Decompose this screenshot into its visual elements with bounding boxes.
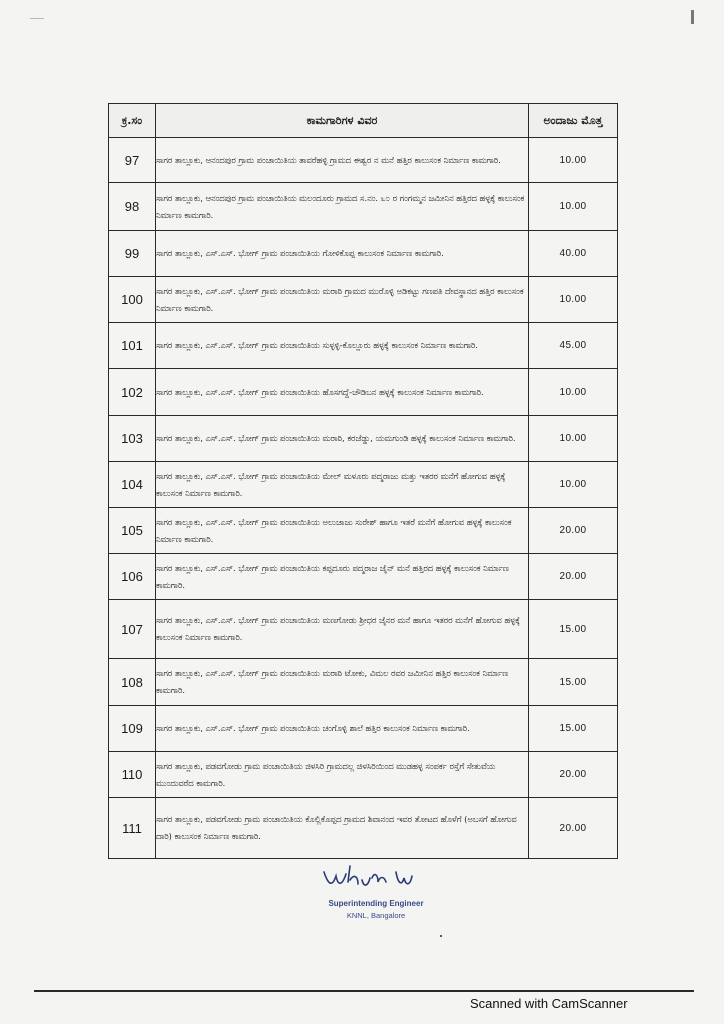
work-description: ಸಾಗರ ತಾಲ್ಲೂಕು, ಎಸ್.ಎಸ್. ಭೋಗ್ ಗ್ರಾಮ ಪಂಚಾಯಿತಿಯ ಅಲುಜಾಜು ಸುರೇಶ್ ಹಾಗೂ ಇತರೆ ಮನೆಗೆ ಹೋಗುವ ಹಳ್ಳಕ್ಕೆ ಕಾಲುಸಂಕ ನಿರ್ಮಾಣ ಕಾಮಗಾರಿ. (156, 508, 529, 554)
serial-header: ಕ್ರ.ಸಂ (109, 104, 156, 138)
amount-value: 10.00 (529, 416, 618, 462)
scanner-watermark: Scanned with CamScanner (470, 996, 628, 1011)
amount-value: 10.00 (529, 277, 618, 323)
table-row (109, 462, 618, 508)
table-row (109, 369, 618, 416)
table-row (109, 798, 618, 859)
work-description: ಸಾಗರ ತಾಲ್ಲೂಕು, ಪಡವಗೋಡು ಗ್ರಾಮ ಪಂಚಾಯಿತಿಯ ಕೊಲ್ಲಿಕೊಪ್ಪದ ಗ್ರಾಮದ ಶಿವಾನಂದ ಇವರ ತೋಟದ ಹೊಳೆಗೆ (ಅಬಸಗೆ ಹೋಗುವ ದಾರಿ) ಕಾಲುಸಂಕ ನಿರ್ಮಾಣ ಕಾಮಗಾರಿ. (156, 798, 529, 859)
amount-value: 15.00 (529, 706, 618, 752)
amount-value: 20.00 (529, 752, 618, 798)
serial-number: 103 (109, 416, 156, 462)
work-description: ಸಾಗರ ತಾಲ್ಲೂಕು, ಎಸ್.ಎಸ್. ಭೋಗ್ ಗ್ರಾಮ ಪಂಚಾಯಿತಿಯ ಗೋಳಿಕೊಪ್ಪ ಕಾಲುಸಂಕ ನಿರ್ಮಾಣ ಕಾಮಗಾರಿ. (156, 231, 529, 277)
serial-number: 109 (109, 706, 156, 752)
description-header: ಕಾಮಗಾರಿಗಳ ವಿವರ (156, 104, 529, 138)
work-description: ಸಾಗರ ತಾಲ್ಲೂಕು, ಎಸ್.ಎಸ್. ಭೋಗ್ ಗ್ರಾಮ ಪಂಚಾಯಿತಿಯ ಮರಾಠಿ ಗ್ರಾಮದ ಮುರೊಳ್ಳಿ ಅಡಿಕಟ್ಟು ಗಣಪತಿ ದೇವಸ್ಥಾನದ ಹತ್ತಿರ ಕಾಲುಸಂಕ ನಿರ್ಮಾಣ ಕಾಮಗಾರಿ. (156, 277, 529, 323)
serial-number: 97 (109, 138, 156, 183)
table-row (109, 659, 618, 706)
amount-value: 20.00 (529, 554, 618, 600)
table-row (109, 706, 618, 752)
amount-value: 10.00 (529, 183, 618, 231)
page-corner-mark (30, 18, 44, 19)
amount-value: 20.00 (529, 508, 618, 554)
work-description: ಸಾಗರ ತಾಲ್ಲೂಕು, ಎಸ್.ಎಸ್. ಭೋಗ್ ಗ್ರಾಮ ಪಂಚಾಯಿತಿಯ ಮೇಲ್ ಮಳೂರು ಪದ್ಮರಾಜು ಮತ್ತು ಇತರರ ಮನೆಗೆ ಹೋಗುವ ಹಳ್ಳಕ್ಕೆ ಕಾಲುಸಂಕ ನಿರ್ಮಾಣ ಕಾಮಗಾರಿ. (156, 462, 529, 508)
amount-value: 10.00 (529, 369, 618, 416)
serial-number: 98 (109, 183, 156, 231)
serial-number: 102 (109, 369, 156, 416)
amount-value: 40.00 (529, 231, 618, 277)
table-row (109, 183, 618, 231)
work-description: ಸಾಗರ ತಾಲ್ಲೂಕು, ಪಡವಗೋಡು ಗ್ರಾಮ ಪಂಚಾಯಿತಿಯ ಜಿಳಸಿರಿ ಗ್ರಾಮದಲ್ಲ ಜಿಳಸಿರಿಯಿಂದ ಮುಡಹಳ್ಳ ಸಂಪರ್ಕ ರಸ್ತೆಗೆ ಸೇತುವೆಯ ಮುಂದುವರೆದ ಕಾಮಗಾರಿ. (156, 752, 529, 798)
serial-number: 108 (109, 659, 156, 706)
amount-value: 45.00 (529, 323, 618, 369)
serial-number: 99 (109, 231, 156, 277)
work-description: ಸಾಗರ ತಾಲ್ಲೂಕು, ಎಸ್.ಎಸ್. ಭೋಗ್ ಗ್ರಾಮ ಪಂಚಾಯಿತಿಯ ಮರಾಠಿ ಟೋಕು, ವಿಮಲ ರವರ ಜಮೀನಿನ ಹತ್ತಿರ ಕಾಲುಸಂಕ ನಿರ್ಮಾಣ ಕಾಮಗಾರಿ. (156, 659, 529, 706)
serial-number: 104 (109, 462, 156, 508)
table-row (109, 138, 618, 183)
table-header-row (109, 104, 618, 138)
serial-number: 107 (109, 600, 156, 659)
works-table (108, 103, 618, 859)
amount-value: 10.00 (529, 138, 618, 183)
ink-dot (440, 935, 442, 937)
table-row (109, 277, 618, 323)
serial-number: 110 (109, 752, 156, 798)
table-row (109, 323, 618, 369)
handwritten-signature (320, 862, 430, 896)
serial-number: 100 (109, 277, 156, 323)
table-row (109, 600, 618, 659)
work-description: ಸಾಗರ ತಾಲ್ಲೂಕು, ಎಸ್.ಎಸ್. ಭೋಗ್ ಗ್ರಾಮ ಪಂಚಾಯಿತಿಯ ಮಣಗೋಡು ಶ್ರೀಧರ ಜೈನರ ಮನೆ ಹಾಗೂ ಇತರರ ಮನೆಗೆ ಹೋಗುವ ಹಳ್ಳಕ್ಕೆ ಕಾಲುಸಂಕ ನಿರ್ಮಾಣ ಕಾಮಗಾರಿ. (156, 600, 529, 659)
serial-number: 111 (109, 798, 156, 859)
page-edge-mark (691, 10, 694, 24)
signatory-title: Superintending Engineer (328, 899, 424, 908)
work-description: ಸಾಗರ ತಾಲ್ಲೂಕು, ಆನಂದಪುರ ಗ್ರಾಮ ಪಂಚಾಯಿತಿಯ ತಾವರೆಹಳ್ಳಿ ಗ್ರಾಮದ ಈಶ್ವರ ನ ಮನೆ ಹತ್ತಿರ ಕಾಲುಸಂಕ ನಿರ್ಮಾಣ ಕಾಮಗಾರಿ. (156, 138, 529, 183)
amount-value: 20.00 (529, 798, 618, 859)
table-row (109, 752, 618, 798)
work-description: ಸಾಗರ ತಾಲ್ಲೂಕು, ಎಸ್.ಎಸ್. ಭೋಗ್ ಗ್ರಾಮ ಪಂಚಾಯಿತಿಯ ಚಂಗೊಳ್ಳಿ ಶಾಲೆ ಹತ್ತಿರ ಕಾಲುಸಂಕ ನಿರ್ಮಾಣ ಕಾಮಗಾರಿ. (156, 706, 529, 752)
work-description: ಸಾಗರ ತಾಲ್ಲೂಕು, ಆನಂದಪುರ ಗ್ರಾಮ ಪಂಚಾಯಿತಿಯ ಮಲಂದೂರು ಗ್ರಾಮದ ಸ.ನಂ. ೬೦ ರ ಗಂಗಮ್ಮನ ಜಮೀನಿನ ಹತ್ತಿರದ ಹಳ್ಳಕ್ಕೆ ಕಾಲುಸಂಕ ನಿರ್ಮಾಣ ಕಾಮಗಾರಿ. (156, 183, 529, 231)
serial-number: 101 (109, 323, 156, 369)
signatory-organization: KNNL, Bangalore (346, 911, 406, 920)
table-row (109, 508, 618, 554)
amount-value: 15.00 (529, 659, 618, 706)
table-row (109, 416, 618, 462)
amount-value: 15.00 (529, 600, 618, 659)
page-bottom-line (34, 990, 694, 992)
amount-value: 10.00 (529, 462, 618, 508)
table-row (109, 554, 618, 600)
work-description: ಸಾಗರ ತಾಲ್ಲೂಕು, ಎಸ್.ಎಸ್. ಭೋಗ್ ಗ್ರಾಮ ಪಂಚಾಯಿತಿಯ ಹೊಸಗದ್ದೆ-ಚೌಡಿಬನ ಹಳ್ಳಕ್ಕೆ ಕಾಲುಸಂಕ ನಿರ್ಮಾಣ ಕಾಮಗಾರಿ. (156, 369, 529, 416)
work-description: ಸಾಗರ ತಾಲ್ಲೂಕು, ಎಸ್.ಎಸ್. ಭೋಗ್ ಗ್ರಾಮ ಪಂಚಾಯಿತಿಯ ಕಪ್ಪದೂರು ಪದ್ಮರಾಜ ಜೈನ್ ಮನೆ ಹತ್ತಿರದ ಹಳ್ಳಕ್ಕೆ ಕಾಲುಸಂಕ ನಿರ್ಮಾಣ ಕಾಮಗಾರಿ. (156, 554, 529, 600)
serial-number: 106 (109, 554, 156, 600)
serial-number: 105 (109, 508, 156, 554)
work-description: ಸಾಗರ ತಾಲ್ಲೂಕು, ಎಸ್.ಎಸ್. ಭೋಗ್ ಗ್ರಾಮ ಪಂಚಾಯಿತಿಯ ಸುಳ್ಳಳ್ಳಿ-ಕೊಲ್ಲೂರು ಹಳ್ಳಕ್ಕೆ ಕಾಲುಸಂಕ ನಿರ್ಮಾಣ ಕಾಮಗಾರಿ. (156, 323, 529, 369)
table-row (109, 231, 618, 277)
amount-header: ಅಂದಾಜು ಮೊತ್ತ (529, 104, 618, 138)
work-description: ಸಾಗರ ತಾಲ್ಲೂಕು, ಎಸ್.ಎಸ್. ಭೋಗ್ ಗ್ರಾಮ ಪಂಚಾಯಿತಿಯ ಮರಾಠಿ, ಕರಜೆಡ್ಡು, ಯಮಗುಂಡಿ ಹಳ್ಳಕ್ಕೆ ಕಾಲುಸಂಕ ನಿರ್ಮಾಣ ಕಾಮಗಾರಿ. (156, 416, 529, 462)
